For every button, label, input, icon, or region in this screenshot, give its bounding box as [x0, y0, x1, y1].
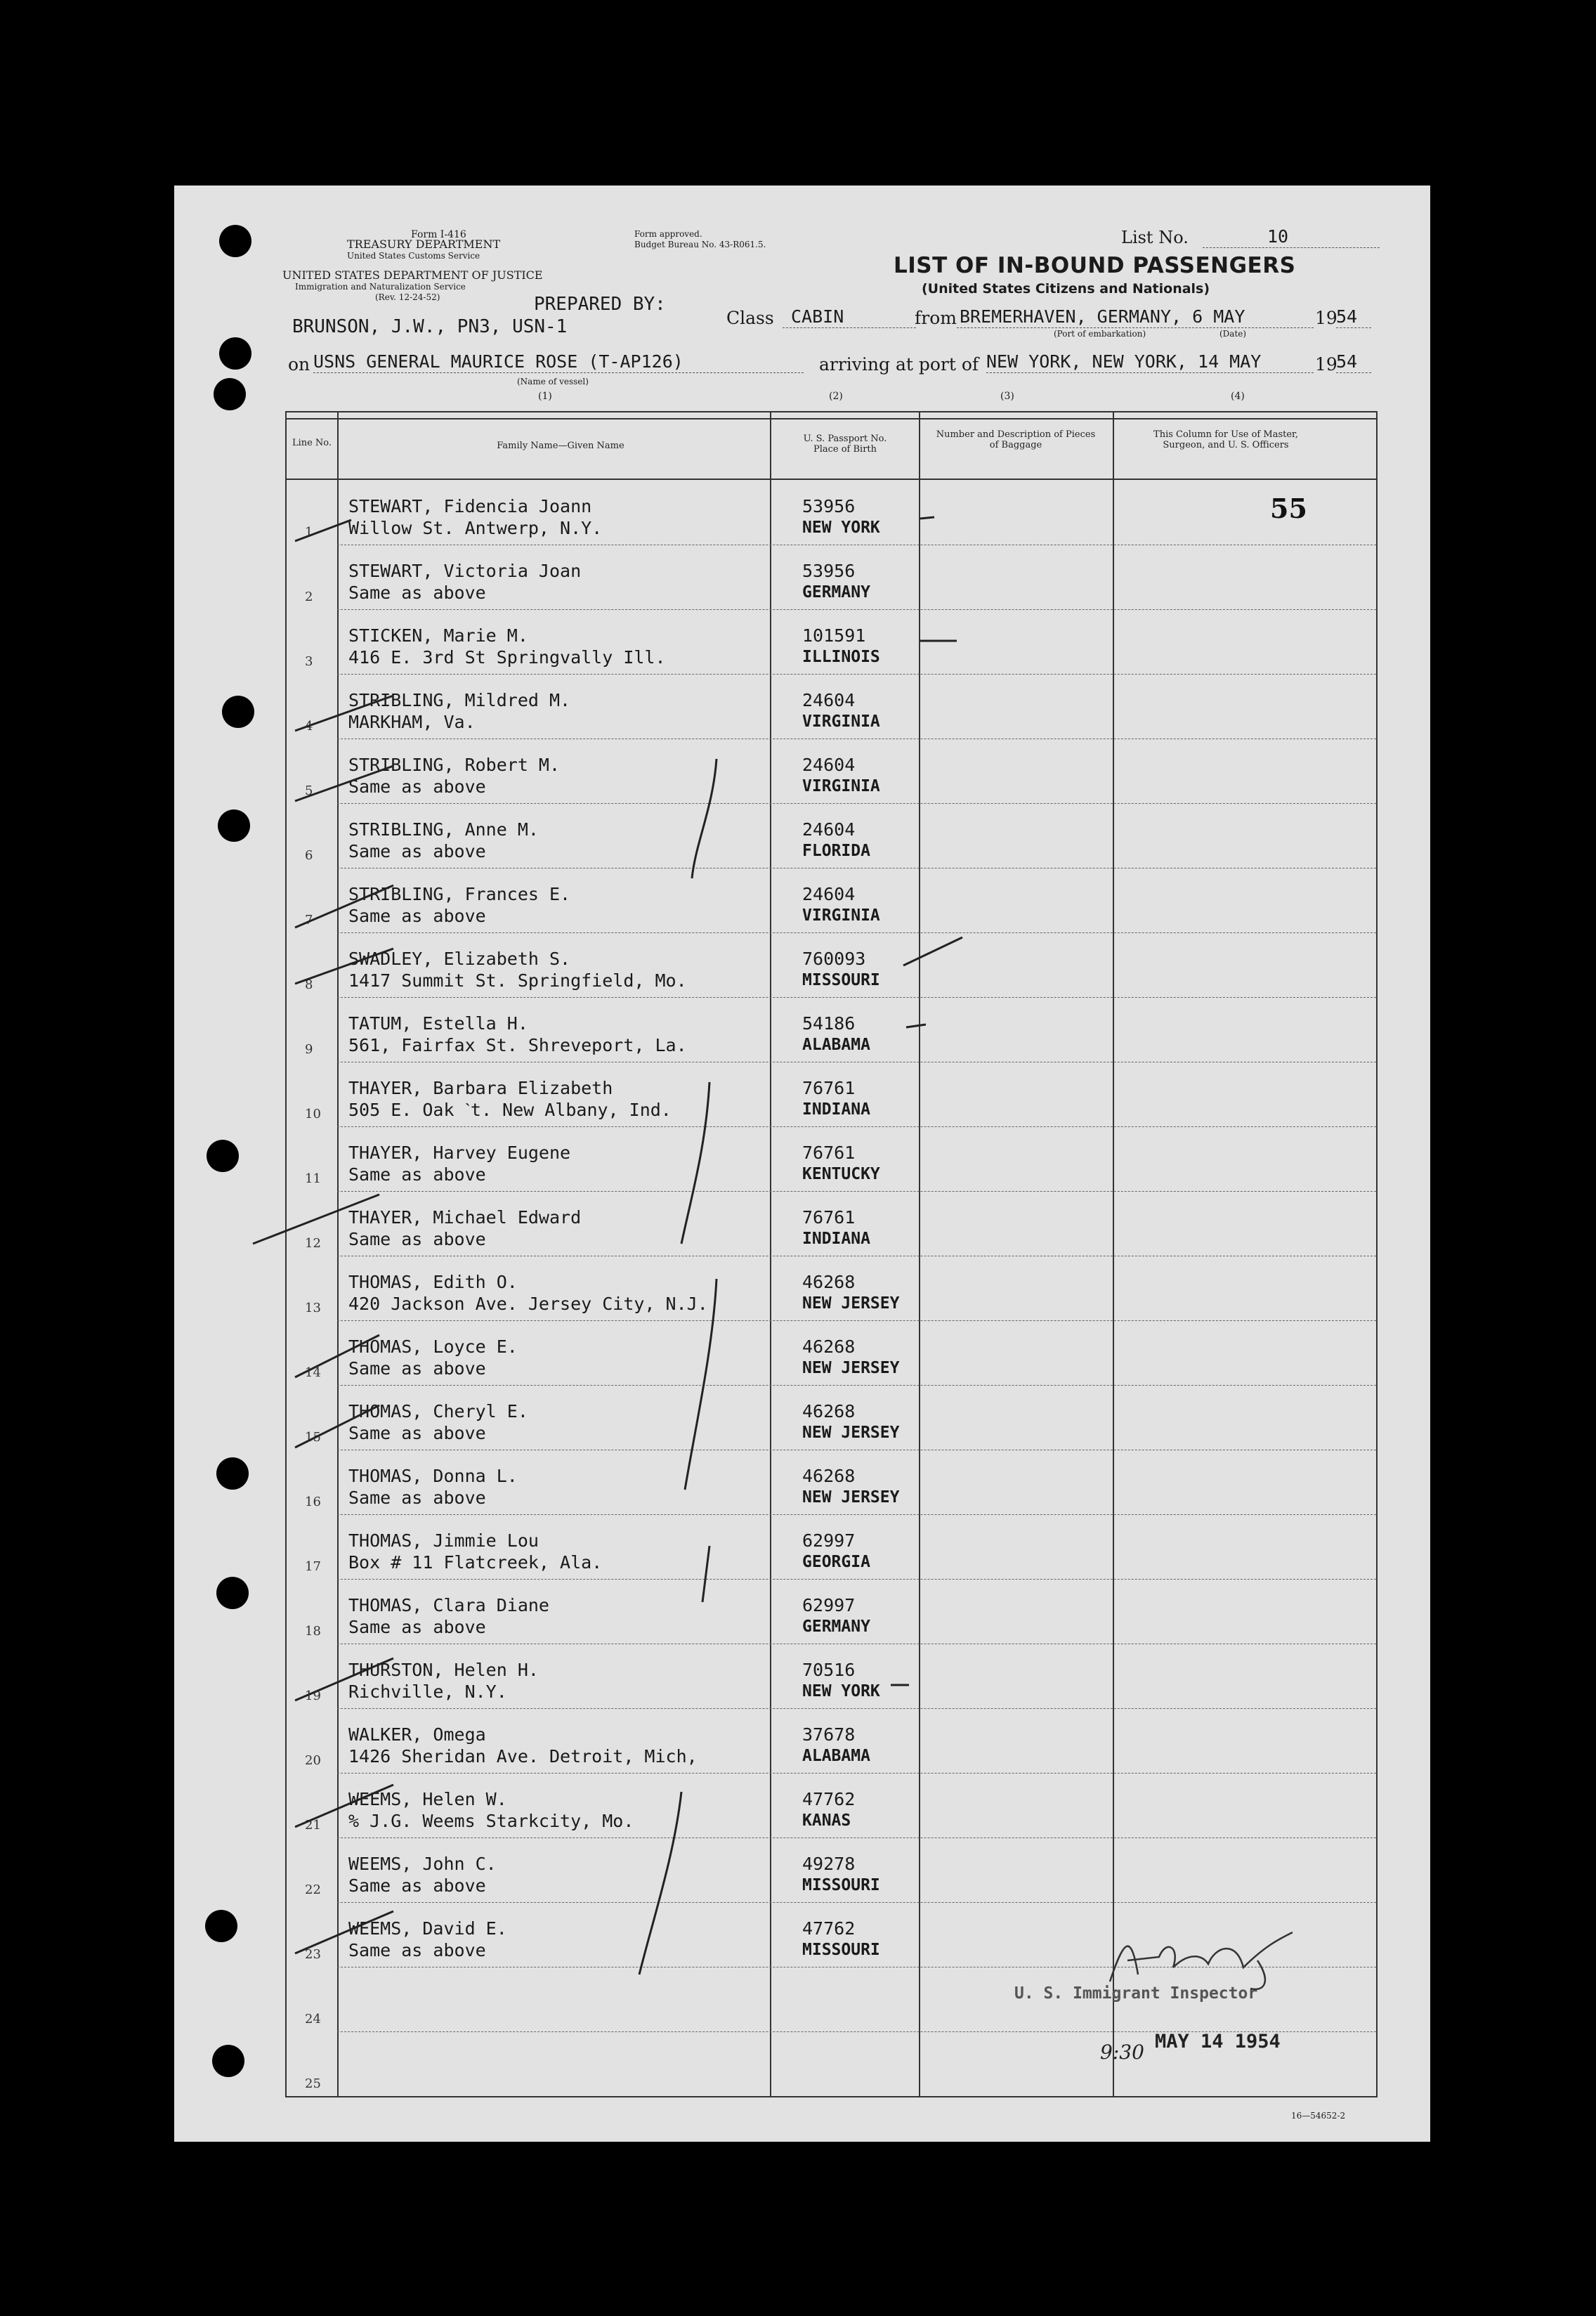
passenger-address: Same as above: [348, 906, 486, 926]
class-label: Class: [726, 308, 774, 328]
passport-number: 760093: [802, 949, 866, 969]
passenger-name: TATUM, Estella H.: [348, 1013, 528, 1034]
passport-number: 46268: [802, 1401, 856, 1422]
passenger-address: Same as above: [348, 776, 486, 797]
passenger-name: THAYER, Barbara Elizabeth: [348, 1078, 613, 1098]
passenger-address: Same as above: [348, 1229, 486, 1249]
check-mark: [253, 1195, 379, 1244]
passport-number: 76761: [802, 1207, 856, 1228]
passport-number: 76761: [802, 1143, 856, 1163]
form-number: Form I-416: [411, 229, 466, 240]
passenger-name: WEEMS, John C.: [348, 1854, 497, 1874]
check-mark: [295, 1405, 379, 1448]
immigration-service: Immigration and Naturalization Service: [295, 282, 466, 292]
on-label: on: [288, 354, 310, 375]
place-of-birth: VIRGINIA: [802, 713, 880, 731]
passenger-address: Same as above: [348, 1164, 486, 1185]
check-mark: [295, 696, 393, 731]
place-of-birth: KENTUCKY: [802, 1165, 880, 1183]
prepared-by-value: BRUNSON, J.W., PN3, USN-1: [292, 316, 568, 337]
place-of-birth: INDIANA: [802, 1230, 870, 1248]
line-number: 1: [305, 525, 313, 540]
check-mark: [295, 766, 393, 801]
check-mark: [295, 949, 393, 984]
passenger-address: Richville, N.Y.: [348, 1681, 507, 1702]
line-number: 2: [305, 590, 313, 604]
passport-number: 46268: [802, 1336, 856, 1357]
column-number-3: (3): [1000, 391, 1014, 402]
passenger-name: WEEMS, David E.: [348, 1918, 507, 1939]
passenger-address: Same as above: [348, 1358, 486, 1379]
from-value: BREMERHAVEN, GERMANY, 6 MAY: [960, 306, 1245, 327]
passenger-address: 561, Fairfax St. Shreveport, La.: [348, 1035, 687, 1055]
from-year-prefix: 19: [1315, 308, 1337, 328]
passport-number: 46268: [802, 1272, 856, 1292]
tally-line: [685, 1279, 717, 1490]
line-number: 6: [305, 848, 313, 863]
line-number: 21: [305, 1818, 321, 1833]
passenger-address: 420 Jackson Ave. Jersey City, N.J.: [348, 1294, 708, 1314]
column-header-passport: U. S. Passport No. Place of Birth: [803, 434, 887, 455]
line-number: 24: [305, 2012, 321, 2026]
place-of-birth: NEW YORK: [802, 519, 880, 537]
arriving-label: arriving at port of: [819, 354, 979, 375]
column-header-baggage: Number and Description of Pieces of Baggage: [936, 429, 1096, 450]
column-number-2: (2): [829, 391, 843, 402]
passenger-name: STEWART, Fidencia Joann: [348, 496, 592, 516]
passenger-name: THOMAS, Edith O.: [348, 1272, 518, 1292]
form-approved: Form approved.: [634, 229, 702, 239]
line-number: 17: [305, 1559, 321, 1574]
place-of-birth: ALABAMA: [802, 1747, 870, 1765]
document-subtitle: (United States Citizens and Nationals): [922, 281, 1210, 297]
passport-number: 76761: [802, 1078, 856, 1098]
line-number: 7: [305, 913, 313, 928]
passenger-name: WALKER, Omega: [348, 1724, 486, 1745]
place-of-birth: KANAS: [802, 1811, 851, 1830]
place-of-birth: GEORGIA: [802, 1553, 870, 1571]
place-of-birth: INDIANA: [802, 1100, 870, 1119]
place-of-birth: FLORIDA: [802, 842, 870, 860]
passport-number: 53956: [802, 561, 856, 581]
passport-number: 24604: [802, 884, 856, 904]
time-note: 9:30: [1100, 2041, 1144, 2064]
officer-mark: 55: [1270, 493, 1307, 524]
line-number: 19: [305, 1689, 321, 1703]
passport-number: 49278: [802, 1854, 856, 1874]
check-mark: [295, 1335, 379, 1377]
passenger-address: Same as above: [348, 841, 486, 861]
passport-number: 24604: [802, 819, 856, 840]
class-value: CABIN: [791, 306, 844, 327]
place-of-birth: MISSOURI: [802, 1941, 880, 1959]
column-header-line: Line No.: [292, 438, 332, 448]
passenger-name: THOMAS, Clara Diane: [348, 1595, 549, 1615]
justice-department: UNITED STATES DEPARTMENT OF JUSTICE: [282, 268, 543, 282]
passenger-address: 505 E. Oak ˋt. New Albany, Ind.: [348, 1100, 672, 1120]
passenger-name: WEEMS, Helen W.: [348, 1789, 507, 1809]
passenger-name: THOMAS, Donna L.: [348, 1466, 518, 1486]
check-mark: [295, 1658, 393, 1700]
passenger-name: THAYER, Harvey Eugene: [348, 1143, 571, 1163]
baggage-mark: [920, 517, 934, 519]
passport-number: 24604: [802, 690, 856, 710]
passenger-address: Box # 11 Flatcreek, Ala.: [348, 1552, 603, 1573]
place-of-birth: GERMANY: [802, 1618, 870, 1636]
column-header-name: Family Name—Given Name: [497, 441, 624, 451]
place-of-birth: NEW JERSEY: [802, 1424, 900, 1442]
customs-service: United States Customs Service: [347, 251, 480, 261]
line-number: 8: [305, 977, 313, 992]
line-number: 15: [305, 1430, 321, 1445]
baggage-mark: [903, 937, 962, 965]
port-embarkation-caption: (Port of embarkation): [1054, 329, 1146, 339]
passenger-address: Same as above: [348, 1617, 486, 1637]
line-number: 3: [305, 654, 313, 669]
passport-number: 46268: [802, 1466, 856, 1486]
place-of-birth: VIRGINIA: [802, 777, 880, 795]
passenger-name: STRIBLING, Robert M.: [348, 755, 561, 775]
place-of-birth: GERMANY: [802, 583, 870, 601]
prepared-by-label: PREPARED BY:: [534, 294, 666, 315]
passenger-name: STRIBLING, Mildred M.: [348, 690, 571, 710]
passenger-address: 1426 Sheridan Ave. Detroit, Mich,: [348, 1746, 698, 1767]
treasury-department: TREASURY DEPARTMENT: [347, 238, 501, 251]
place-of-birth: NEW JERSEY: [802, 1294, 900, 1313]
line-number: 5: [305, 783, 313, 798]
line-number: 20: [305, 1753, 321, 1768]
passenger-address: 416 E. 3rd St Springvally Ill.: [348, 647, 666, 668]
from-year: 54: [1336, 306, 1358, 327]
passport-number: 54186: [802, 1013, 856, 1034]
line-number: 22: [305, 1882, 321, 1897]
passport-number: 70516: [802, 1660, 856, 1680]
date-stamp: MAY 14 1954: [1155, 2031, 1281, 2052]
place-of-birth: ILLINOIS: [802, 648, 880, 666]
place-of-birth: NEW JERSEY: [802, 1359, 900, 1377]
form-code: 16—54652-2: [1291, 2111, 1346, 2121]
passenger-name: SWADLEY, Elizabeth S.: [348, 949, 571, 969]
passenger-address: Same as above: [348, 1875, 486, 1896]
passenger-name: THAYER, Michael Edward: [348, 1207, 582, 1228]
line-number: 18: [305, 1624, 321, 1639]
vessel-name: USNS GENERAL MAURICE ROSE (T-AP126): [313, 351, 683, 372]
passenger-name: THOMAS, Cheryl E.: [348, 1401, 528, 1422]
place-of-birth: MISSOURI: [802, 971, 880, 989]
passport-number: 62997: [802, 1595, 856, 1615]
place-of-birth: ALABAMA: [802, 1036, 870, 1054]
tally-line: [692, 759, 717, 878]
check-mark: [295, 1911, 393, 1953]
passport-number: 47762: [802, 1789, 856, 1809]
vessel-caption: (Name of vessel): [517, 377, 589, 386]
place-of-birth: NEW JERSEY: [802, 1488, 900, 1507]
document-title: LIST OF IN-BOUND PASSENGERS: [894, 253, 1296, 278]
check-mark: [295, 1785, 393, 1827]
passenger-name: STRIBLING, Frances E.: [348, 884, 571, 904]
passenger-name: STRIBLING, Anne M.: [348, 819, 539, 840]
tally-line: [681, 1082, 709, 1244]
passenger-name: THOMAS, Loyce E.: [348, 1336, 518, 1357]
arrival-year: 54: [1336, 351, 1358, 372]
passport-number: 53956: [802, 496, 856, 516]
line-number: 10: [305, 1107, 321, 1121]
from-label: from: [915, 308, 957, 328]
place-of-birth: VIRGINIA: [802, 906, 880, 925]
passenger-name: THURSTON, Helen H.: [348, 1660, 539, 1680]
passenger-address: % J.G. Weems Starkcity, Mo.: [348, 1811, 634, 1831]
passenger-name: STICKEN, Marie M.: [348, 625, 528, 646]
passport-number: 37678: [802, 1724, 856, 1745]
tally-line: [639, 1792, 681, 1975]
inspector-title: U. S. Immigrant Inspector: [1014, 1984, 1258, 2003]
passenger-address: Same as above: [348, 1488, 486, 1508]
baggage-mark: [906, 1024, 926, 1027]
passport-number: 47762: [802, 1918, 856, 1939]
arrival-year-prefix: 19: [1315, 354, 1337, 375]
check-mark: [295, 885, 393, 928]
passenger-address: Willow St. Antwerp, N.Y.: [348, 518, 603, 538]
list-no-label: List No.: [1121, 228, 1189, 247]
passenger-address: Same as above: [348, 1940, 486, 1960]
line-number: 12: [305, 1236, 321, 1251]
line-number: 16: [305, 1495, 321, 1509]
form-revision: (Rev. 12-24-52): [375, 292, 440, 302]
line-number: 9: [305, 1042, 313, 1057]
passenger-address: Same as above: [348, 583, 486, 603]
passenger-address: 1417 Summit St. Springfield, Mo.: [348, 970, 687, 991]
line-number: 14: [305, 1365, 321, 1380]
passport-number: 62997: [802, 1530, 856, 1551]
check-mark: [295, 520, 351, 541]
line-number: 4: [305, 719, 313, 734]
list-no-value: 10: [1267, 226, 1289, 247]
budget-bureau: Budget Bureau No. 43-R061.5.: [634, 240, 766, 249]
arrival-port: NEW YORK, NEW YORK, 14 MAY: [986, 351, 1262, 372]
line-number: 13: [305, 1301, 321, 1315]
date-caption: (Date): [1219, 329, 1247, 339]
tally-line: [702, 1546, 709, 1602]
passenger-name: STEWART, Victoria Joan: [348, 561, 582, 581]
passport-number: 101591: [802, 625, 866, 646]
line-number: 11: [305, 1171, 321, 1186]
passenger-address: MARKHAM, Va.: [348, 712, 476, 732]
column-header-officers: This Column for Use of Master, Surgeon, and U. S. Officers: [1153, 429, 1298, 450]
passport-number: 24604: [802, 755, 856, 775]
line-number: 23: [305, 1947, 321, 1962]
passenger-address: Same as above: [348, 1423, 486, 1443]
column-number-4: (4): [1231, 391, 1245, 402]
place-of-birth: NEW YORK: [802, 1682, 880, 1700]
line-number: 25: [305, 2076, 321, 2091]
passenger-name: THOMAS, Jimmie Lou: [348, 1530, 539, 1551]
place-of-birth: MISSOURI: [802, 1876, 880, 1894]
column-number-1: (1): [538, 391, 552, 402]
